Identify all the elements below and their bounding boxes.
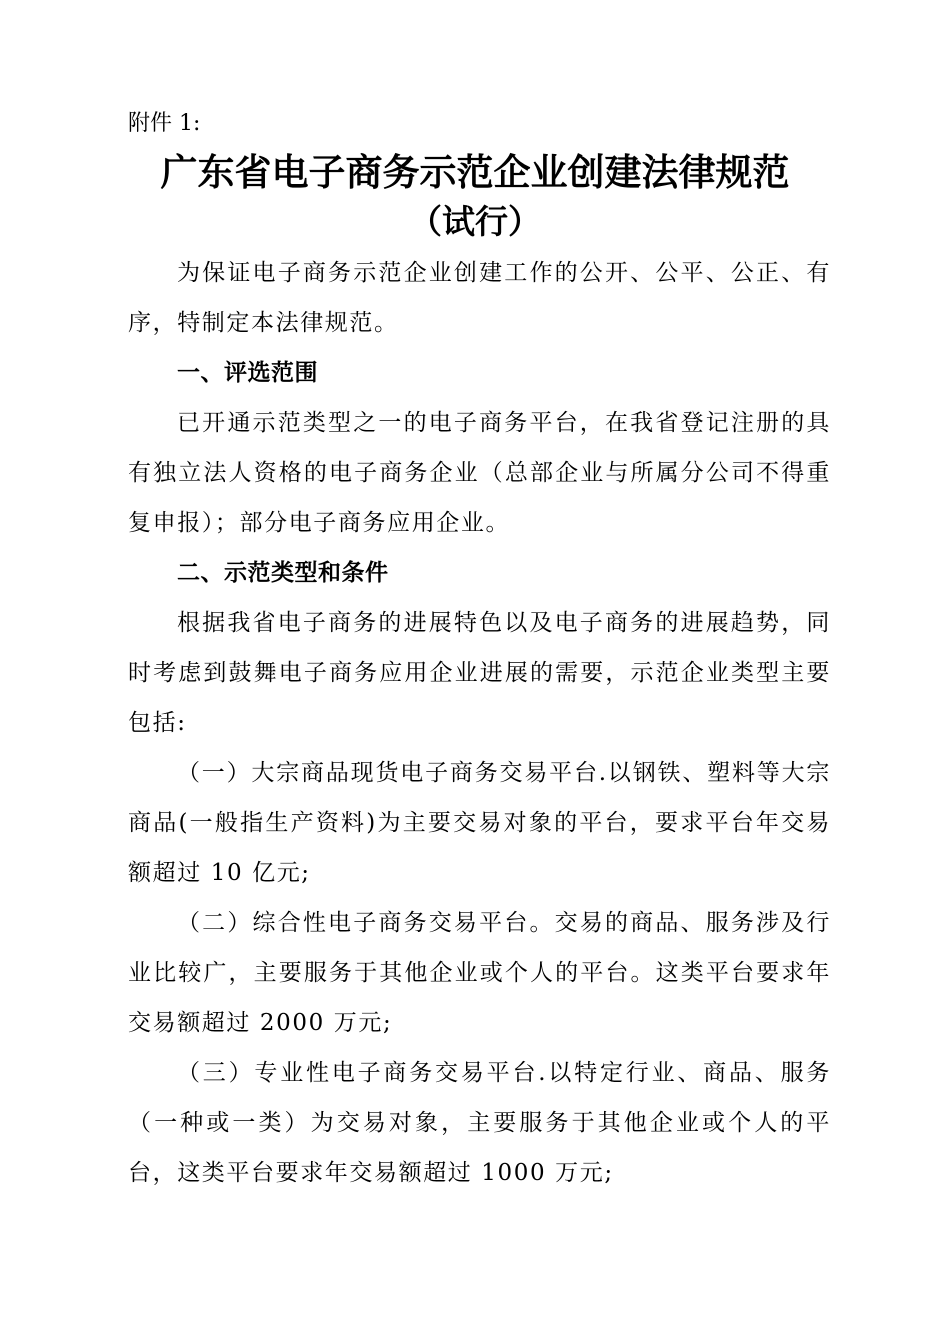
type-item-3: （三）专业性电子商务交易平台.以特定行业、商品、服务（一种或一类）为交易对象，主要服务于其他企业或个人的平台，这类平台要求年交易额超过 1000 万元;	[128, 1060, 831, 1186]
document-subtitle: （试行）	[409, 202, 541, 241]
document-body	[128, 248, 831, 1198]
scope-paragraph: 已开通示范类型之一的电子商务平台，在我省登记注册的具有独立法人资格的电子商务企业（总部企业与所属分公司不得重复申报）；部分电子商务应用企业。	[128, 410, 831, 536]
section-heading-types: 二、示范类型和条件	[177, 560, 389, 586]
type-item-2: （二）综合性电子商务交易平台。交易的商品、服务涉及行业比较广，主要服务于其他企业或个人的平台。这类平台要求年交易额超过 2000 万元;	[128, 910, 831, 1036]
section-heading-scope: 一、评选范围	[177, 360, 318, 386]
attachment-label: 附件 1:	[128, 111, 201, 136]
document-title: 广东省电子商务示范企业创建法律规范	[160, 150, 790, 194]
types-intro-paragraph: 根据我省电子商务的进展特色以及电子商务的进展趋势，同时考虑到鼓舞电子商务应用企业进展的需要，示范企业类型主要包括:	[128, 610, 831, 736]
intro-paragraph: 为保证电子商务示范企业创建工作的公开、公平、公正、有序，特制定本法律规范。	[128, 260, 831, 336]
type-item-1: （一）大宗商品现货电子商务交易平台.以钢铁、塑料等大宗商品(一般指生产资料)为主要交易对象的平台，要求平台年交易额超过 10 亿元;	[128, 760, 831, 886]
